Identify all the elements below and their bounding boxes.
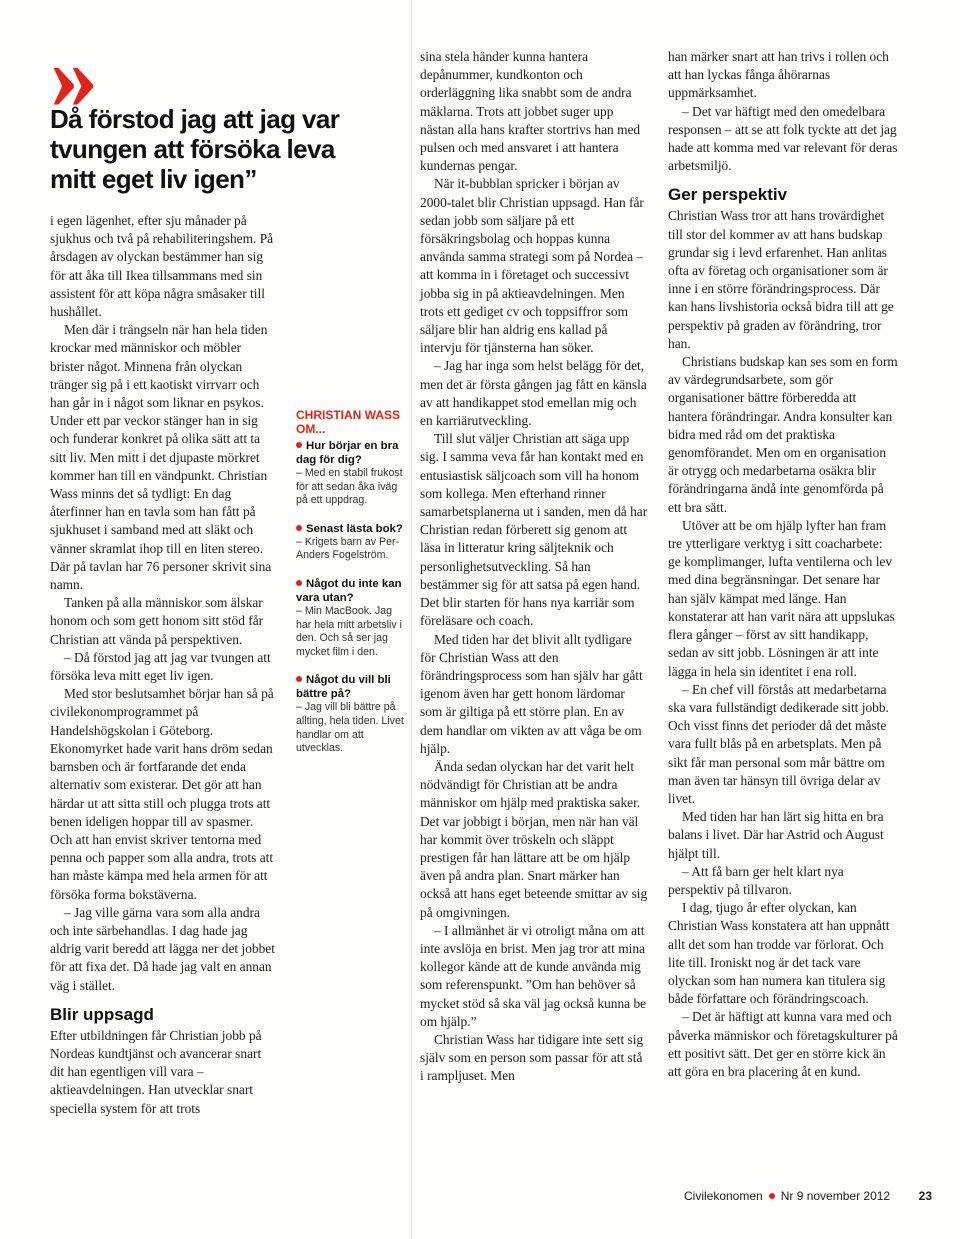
paragraph: Till slut väljer Christian att säga upp sig. I samma veva får han kontakt med en entusiastisk säljcoach som vill ha honom som kollega. Men efterhand rinner samarbetsplanerna ut i sanden, men då har Christian redan förberett sig genom att läsa in litteratur kring säljteknik och personlighetsutveckling. Så han bestämmer sig för att satsa på egen hand. Det blir starten för hans nya karriär som föreläsare och coach. [420,431,648,629]
paragraph: När it-bubblan spricker i början av 2000-talet blir Christian uppsagd. Han får sedan jobb som säljare på ett försäkringsbolag och hoppas kunna använda samma strategi som på Nordea – att komma in i företaget och successivt jobba sig in på aktieavdelningen. Men trots ett gediget cv och toppsiffror som säljare blir han aldrig ens kallad på intervju för tjänsterna han söker. [420,176,644,356]
sidebar-question: Senast lästa bok? [306,522,403,535]
paragraph: i egen lägenhet, efter sju månader på sjukhus och två på rehabiliteringshem. På årsdagen av olyckan bestämmer han sig för att åka till Ikea tillsammans med sin assistent för att köpa några småsaker till hushållet. [50,213,274,320]
bullet-icon [296,525,302,531]
sidebar-question: Hur börjar en bra dag för dig? [296,440,399,466]
paragraph: – Då förstod jag att jag var tvungen att försöka leva mitt eget liv igen. [50,649,271,684]
sidebar-answer: – Min MacBook. Jag har hela mitt arbetsliv i den. Och så ser jag mycket film i den. [296,604,402,658]
paragraph: Med tiden har han lärt sig hitta en bra balans i livet. Där har Astrid och August hjälpt till. [668,809,884,861]
paragraph: I dag, tjugo år efter olyckan, kan Christian Wass konstatera att han uppnått allt det som han trodde var förlorat. Och lite till. Ironiskt nog är det tack vare olyckan som han numera kan titulera sig både författare och förändringscoach. [668,900,890,1007]
paragraph: Christians budskap kan ses som en form av värdegrundsarbete, som gör organisationer bättre förberedda att hantera förändringar. Andra konsulter kan bidra med råd om det praktiska genomförandet. Men om en organisation är otrygg och medarbetarna osäkra blir förändringarna ändå inte genomförda på ett bra sätt. [668,354,898,515]
sidebar-qa [296,439,404,508]
sidebar-question: Något du inte kan vara utan? [296,577,402,604]
paragraph: han märker snart att han trivs i rollen och att han lyckas fånga åhörarnas uppmärksamhet. [668,49,889,101]
paragraph: sina stela händer kunna hantera depånummer, kundkonton och orderläggning lika snabbt som de andra mäklarna. Trots att jobbet suger upp nästan alla hans krafter stortrivs han med pulsen och med ansvaret i att hantera kundernas pengar. [420,49,641,174]
paragraph: – Det är häftigt att kunna vara med och påverka människor och företagskulturer på ett positivt sätt. Det ger en större kick än att göra en bra placering åt en kund. [668,1009,898,1079]
bullet-icon [296,442,302,448]
sidebar-qa [296,577,404,659]
page-fold [411,0,412,1239]
page-number: 23 [918,1189,932,1203]
paragraph: Christian Wass har tidigare inte sett sig själv som en person som passar för att stå i rampljuset. Men [420,1031,644,1084]
quote-mark-icon: » [50,22,92,129]
sidebar-answer: – Krigets barn av Per-Anders Fogelström. [296,535,400,562]
column-4 [668,48,898,1081]
paragraph: Tanken på alla människor som älskar honom och som gett honom sitt stöd får Christian att vända på perspektiven. [50,595,264,647]
sidebar-qa [296,522,404,563]
issue-label: Nr 9 november 2012 [780,1189,891,1203]
paragraph: – Att få barn ger helt klart nya perspektiv på tillvaron. [668,863,844,897]
paragraph: Ända sedan olyckan har det varit helt nödvändigt för Christian att be andra människor om hjälp med praktiska saker. Det var jobbigt i början, men när han väl har kommit över tröskeln och släppt prestigen får han lättare att be om hjälp även på andra plan. Snart märker han också att hans eget beteende smittar av sig på omgivningen. [420,758,648,920]
paragraph: Christian Wass tror att hans trovärdighet till stor del kommer av att hans budskap grundar sig i levd erfarenhet. Han anlitas ofta av företag och organisationer som är inne i en större förändringsprocess. Där kan hans livshistoria också bidra till att ge perspektiv på graden av förändring, tror han. [668,208,894,351]
section-heading: Blir uppsagd [50,1004,154,1024]
column-3 [420,48,648,1086]
sidebar-title: CHRISTIAN WASS OM... [296,408,401,436]
magazine-name: Civilekonomen [684,1189,763,1203]
paragraph: – Det var häftigt med den omedelbara responsen – att se att folk tyckte att det jag hade att komma med var relevant för deras arbetsmiljö. [668,103,898,174]
sidebar-answer: – Jag vill bli bättre på allting, hela tiden. Livet handlar om att utvecklas. [296,701,404,755]
column-1 [50,212,275,1118]
sidebar-qa [296,673,404,755]
paragraph: Med stor beslutsamhet börjar han så på civilekonomprogrammet på Handelshögskolan i Göteborg. Ekonomyrket hade varit hans dröm sedan barnsben och är fortfarande det enda alternativ som existerar. Det gör att han härdar ut att sitta still och plugga trots att benen ideligen hoppar till av spasmer. Och att han envist skriver tentorna med penna och papper som alla andra, trots att han måste kämpa med hela armen för att försöka forma bokstäverna. [50,686,274,902]
paragraph: – En chef vill förstås att medarbetarna ska vara fullständigt dedikerade sitt jobb. Och visst finns det perioder då det måste vara fullt blås på en arbetsplats. Men på sikt får man personal som mår bättre om man även tar hänsyn till övriga delar av livet. [668,681,889,806]
sidebar-box [296,408,404,770]
bullet-icon [296,580,302,586]
bullet-icon [296,676,302,682]
bullet-icon [769,1193,775,1199]
paragraph: Efter utbildningen får Christian jobb på Nordeas kundtjänst och avancerar snart dit han egentligen vill vara – aktieavdelningen. Han utvecklar snart speciella system för att trots [50,1027,262,1116]
paragraph: – I allmänhet är vi otroligt måna om att inte avslöja en brist. Men jag tror att mina kollegor kände att de kunde använda mig som referenspunkt. ”Om han behöver så mycket stöd så ska väl jag också kunna be om hjälp.” [420,922,647,1029]
section-heading: Ger perspektiv [668,185,788,205]
paragraph: – Jag ville gärna vara som alla andra och inte särbehandlas. I dag hade jag aldrig varit beredd att lägga ner det jobbet för att fixa det. Då hade jag valt en annan väg i stället. [50,904,275,993]
page-footer [684,1189,944,1203]
pull-quote: Då förstod jag att jag var tvungen att försöka leva mitt eget liv igen” [50,104,340,194]
paragraph: Med tiden har det blivit allt tydligare för Christian Wass att den förändringsprocess som han själv har gått igenom även har gett honom lärdomar som är giltiga på ett större plan. En av dem handlar om vikten av att våga be om hjälp. [420,631,643,756]
paragraph: Utöver att be om hjälp lyfter han fram tre ytterligare verktyg i sitt coacharbete: ge komplimanger, lufta ventilerna och lev med dina begränsningar. Det senare har han själv kämpat med länge. Han konstaterar att han varit nära att uppslukas flera gånger – först av sitt handikapp, sedan av sitt jobb. Lösningen är att inte lägga in hela sin identitet i ena roll. [668,517,895,679]
sidebar-answer: – Med en stabil frukost för att sedan åka iväg på ett uppdrag. [296,467,403,507]
sidebar-question: Något du vill bli bättre på? [296,674,391,701]
paragraph: Men där i trängseln när han hela tiden krockar med människor och möbler brister något. Minnena från olyckan tränger sig på i ett kaotiskt virrvarr och han går in i något som liknar en psykos. Under ett par veckor stänger han in sig och funderar konkret på olika sätt att ta sitt liv. Men mitt i det djupaste mörkret kommer han till en vändpunkt. Christian Wass minns det så tydligt: En dag återfinner han en tavla som han fått på sjukhuset i samband med att släkt och vänner skramlat ihop till en liten stereo. Där på tavlan har 76 personer skrivit sina namn. [50,322,272,593]
paragraph: – Jag har inga som helst belägg för det, men det är första gången jag fått en känsla av att handikappet stod emellan mig och en karriärutveckling. [420,358,647,429]
